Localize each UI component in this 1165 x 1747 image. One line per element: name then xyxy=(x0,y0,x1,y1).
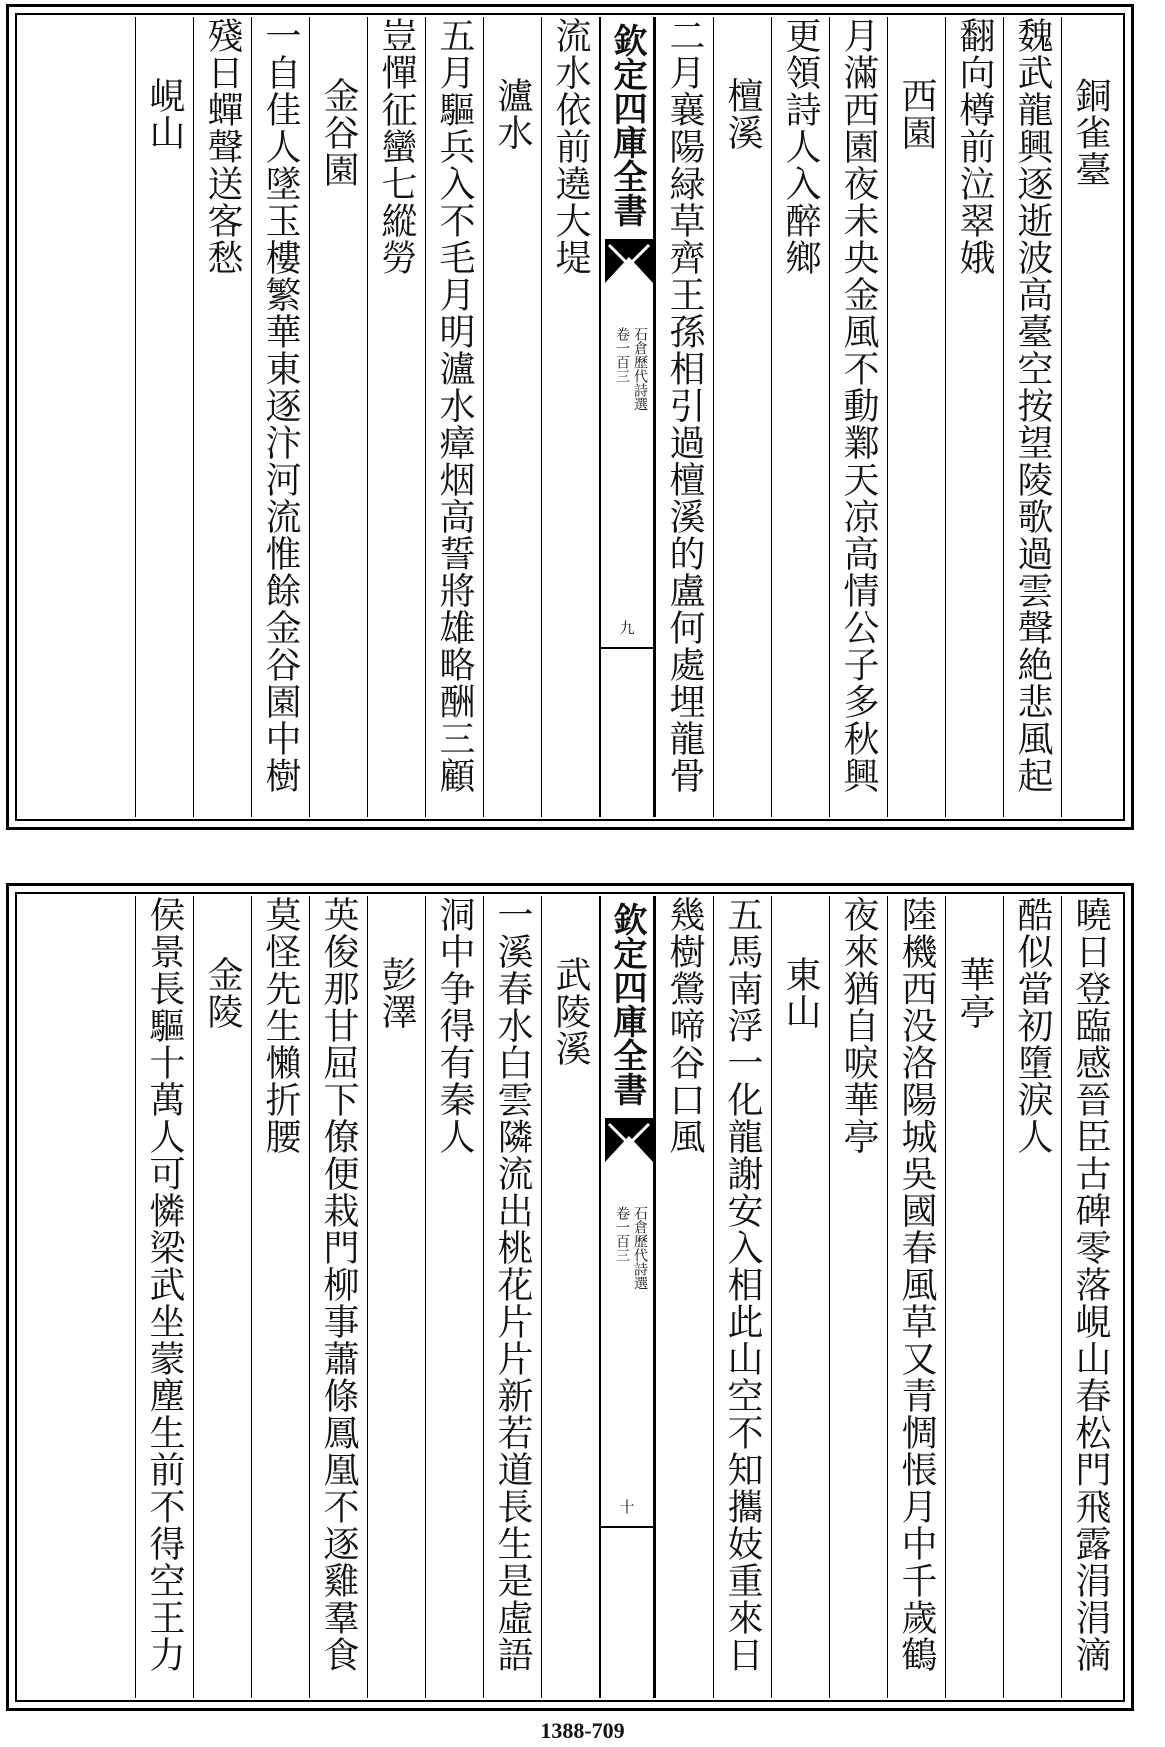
center-fold-strip xyxy=(599,896,655,1698)
poem-line: 五月驅兵入不毛月明瀘水瘴烟高誓將雄略酬三顧 xyxy=(425,17,483,817)
poem-line: 侯景長驅十萬人可憐梁武坐蒙塵生前不得空王力 xyxy=(135,896,193,1698)
anthology-title: 石倉歷代詩選 xyxy=(632,1206,648,1290)
poem-title: 彭澤 xyxy=(367,896,425,1698)
poem-line: 酷似當初墮淚人 xyxy=(1003,896,1061,1698)
page-number: 九 xyxy=(619,619,635,637)
volume-label: 卷一百三 xyxy=(614,327,630,383)
center-subtitle xyxy=(605,327,649,567)
poem-line: 夜來猶自唳華亭 xyxy=(829,896,887,1698)
poem-line: 魏武龍興逐逝波高臺空按望陵歌過雲聲絶悲風起 xyxy=(1003,17,1061,817)
poem-line: 一溪春水白雲隣流出桃花片片新若道長生是虛語 xyxy=(483,896,541,1698)
poem-title: 東山 xyxy=(771,896,829,1698)
poem-line: 豈憚征蠻七縱勞 xyxy=(367,17,425,817)
poem-line: 二月襄陽緑草齊王孫相引過檀溪的盧何處埋龍骨 xyxy=(655,17,713,817)
bottom-page-columns xyxy=(21,896,1119,1698)
poem-title: 峴山 xyxy=(135,17,193,817)
poem-line: 莫怪先生懶折腰 xyxy=(251,896,309,1698)
bottom-page xyxy=(6,883,1134,1711)
poem-title: 金谷園 xyxy=(309,17,367,817)
fishtail-mark xyxy=(605,239,653,283)
top-page xyxy=(6,4,1134,830)
poem-line: 更領詩人入醉鄉 xyxy=(771,17,829,817)
poem-line: 洞中争得有秦人 xyxy=(425,896,483,1698)
poem-line: 五馬南浮一化龍謝安入相此山空不知攜妓重來日 xyxy=(713,896,771,1698)
poem-line: 陸機西没洛陽城吳國春風草又青惆悵月中千歲鶴 xyxy=(887,896,945,1698)
poem-title: 金陵 xyxy=(193,896,251,1698)
center-subtitle xyxy=(605,1206,649,1446)
poem-line: 英俊那甘屈下僚便栽門柳事蕭條鳳凰不逐雞羣食 xyxy=(309,896,367,1698)
poem-title: 銅雀臺 xyxy=(1061,17,1119,817)
poem-title: 檀溪 xyxy=(713,17,771,817)
poem-line: 月滿西園夜未央金風不動鄴天凉高情公子多秋興 xyxy=(829,17,887,817)
poem-title: 華亭 xyxy=(945,896,1003,1698)
poem-title: 西園 xyxy=(887,17,945,817)
fishtail-mark xyxy=(605,1118,653,1162)
volume-label: 卷一百三 xyxy=(614,1206,630,1262)
anthology-title: 石倉歷代詩選 xyxy=(632,327,648,411)
poem-line: 殘日蟬聲送客愁 xyxy=(193,17,251,817)
poem-line: 幾樹鶯啼谷口風 xyxy=(655,896,713,1698)
top-page-columns xyxy=(21,17,1119,817)
book-title: 欽定四庫全書 xyxy=(607,23,647,227)
lower-fishtail-line xyxy=(601,647,653,649)
poem-line: 流水依前遶大堤 xyxy=(541,17,599,817)
poem-title: 瀘水 xyxy=(483,17,541,817)
page-footer-number: 1388-709 xyxy=(540,1718,625,1743)
page-number: 十 xyxy=(619,1498,635,1516)
poem-title: 武陵溪 xyxy=(541,896,599,1698)
poem-line: 一自佳人墜玉樓繁華東逐汴河流惟餘金谷園中樹 xyxy=(251,17,309,817)
lower-fishtail-line xyxy=(601,1526,653,1528)
center-fold-strip xyxy=(599,17,655,817)
book-title: 欽定四庫全書 xyxy=(607,902,647,1106)
poem-line: 曉日登臨感晉臣古碑零落峴山春松門飛露涓涓滴 xyxy=(1061,896,1119,1698)
poem-line: 翻向樽前泣翠娥 xyxy=(945,17,1003,817)
